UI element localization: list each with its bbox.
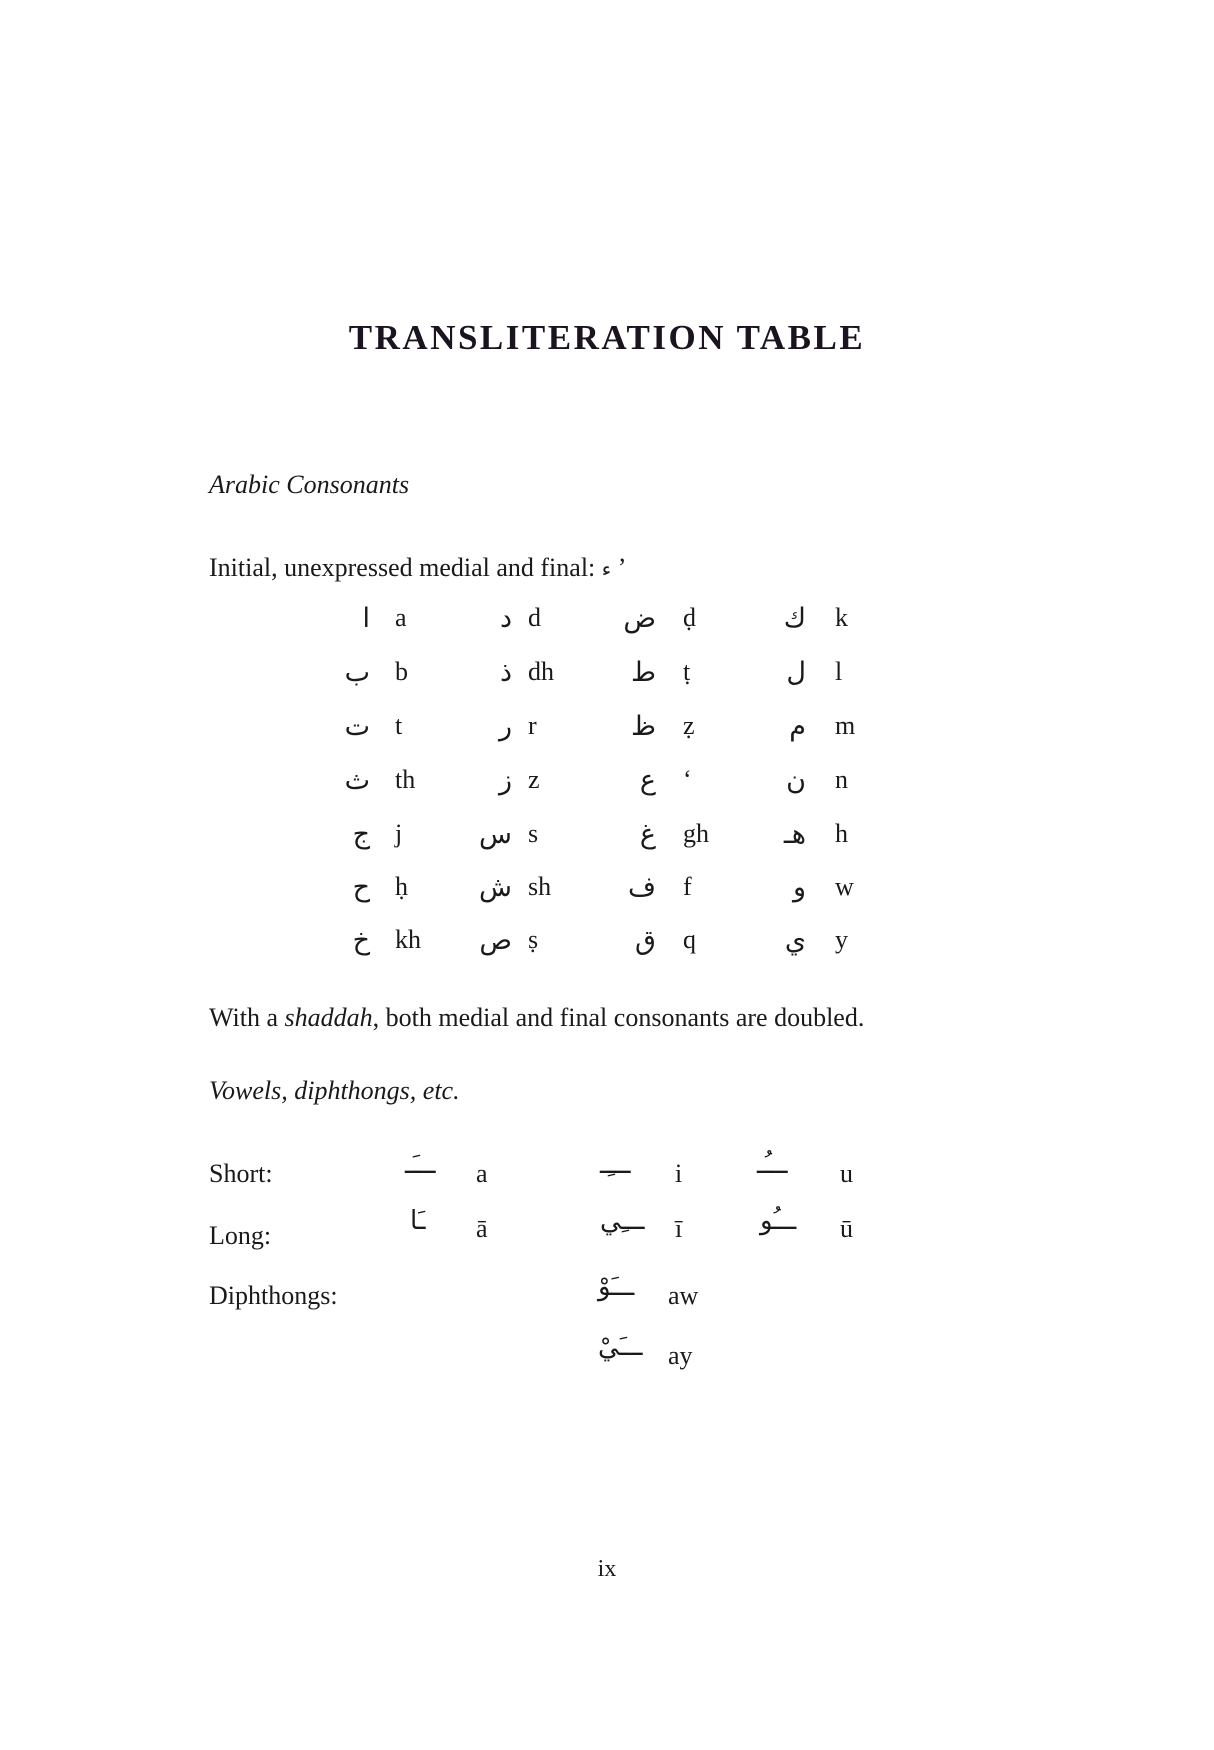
diphthong-ay-latin: ay — [668, 1341, 693, 1370]
arabic-letter: و — [792, 872, 806, 903]
latin-letter: k — [835, 603, 848, 632]
consonants-heading: Arabic Consonants — [209, 470, 410, 499]
latin-letter: z — [528, 765, 540, 794]
latin-letter: r — [528, 711, 537, 740]
arabic-letter: ش — [479, 872, 512, 903]
diphthongs-label: Diphthongs: — [209, 1281, 338, 1310]
consonant-row — [0, 925, 1214, 979]
hamza-note — [209, 553, 626, 583]
consonant-row — [0, 711, 1214, 765]
consonant-row — [0, 603, 1214, 657]
arabic-letter: ث — [344, 765, 370, 796]
latin-letter: ṣ — [528, 925, 539, 954]
arabic-letter: ف — [628, 872, 656, 903]
arabic-letter: ظ — [631, 711, 656, 742]
latin-letter: q — [683, 925, 696, 954]
latin-letter: ṭ — [683, 657, 691, 686]
arabic-letter: ذ — [499, 657, 512, 688]
diphthong-aw-latin: aw — [668, 1281, 699, 1310]
shaddah-note-suffix: , both medial and final consonants are doubled. — [372, 1003, 865, 1032]
arabic-letter: ب — [344, 657, 370, 688]
arabic-letter: ا — [362, 603, 370, 634]
arabic-letter: ت — [344, 711, 370, 742]
latin-letter: gh — [683, 819, 709, 848]
latin-letter: ḍ — [683, 603, 696, 632]
short-a-latin: a — [476, 1159, 488, 1188]
latin-letter: sh — [528, 872, 552, 901]
consonant-row — [0, 765, 1214, 819]
short-a-mark: ـــَـ — [405, 1150, 436, 1180]
short-i-latin: i — [675, 1159, 683, 1188]
arabic-letter: ي — [784, 925, 806, 956]
shaddah-note-prefix: With a — [209, 1003, 285, 1032]
arabic-letter: ك — [783, 603, 806, 634]
arabic-letter: ق — [635, 925, 656, 956]
consonant-row — [0, 872, 1214, 926]
latin-letter: t — [395, 711, 403, 740]
arabic-letter: خ — [352, 925, 370, 956]
long-a-latin: ā — [476, 1214, 488, 1243]
latin-letter: d — [528, 603, 541, 632]
short-label: Short: — [209, 1159, 273, 1188]
arabic-letter: ص — [479, 925, 512, 956]
long-i-latin: ī — [675, 1214, 683, 1243]
arabic-letter: ز — [498, 765, 512, 796]
arabic-letter: ع — [639, 765, 656, 796]
latin-letter: y — [835, 925, 848, 954]
latin-letter: l — [835, 657, 843, 686]
latin-letter: ḥ — [395, 872, 408, 901]
arabic-letter: ل — [786, 657, 806, 688]
latin-letter: a — [395, 603, 407, 632]
arabic-letter: م — [789, 711, 806, 742]
arabic-letter: د — [499, 603, 512, 634]
long-u-mark: ـــُو — [760, 1206, 797, 1236]
latin-letter: dh — [528, 657, 554, 686]
latin-letter: ‘ — [683, 765, 692, 794]
latin-letter: ẓ — [683, 711, 695, 740]
arabic-letter: هـ — [783, 819, 806, 850]
arabic-letter: ج — [352, 819, 370, 850]
shaddah-note — [209, 1003, 864, 1033]
latin-letter: f — [683, 872, 692, 901]
arabic-letter: ر — [498, 711, 512, 742]
short-u-latin: u — [840, 1159, 853, 1188]
page-title: TRANSLITERATION TABLE — [348, 318, 866, 357]
page-number: ix — [597, 1556, 617, 1582]
latin-letter: w — [835, 872, 854, 901]
arabic-letter: ط — [631, 657, 656, 688]
consonant-row — [0, 819, 1214, 873]
arabic-letter: ض — [623, 603, 656, 634]
long-a-mark: ـَا — [410, 1206, 426, 1236]
long-u-latin: ū — [840, 1214, 853, 1243]
long-i-mark: ـــِي — [600, 1206, 645, 1236]
vowels-heading: Vowels, diphthongs, etc. — [209, 1076, 460, 1105]
latin-letter: h — [835, 819, 848, 848]
latin-letter: m — [835, 711, 856, 740]
latin-letter: n — [835, 765, 848, 794]
long-label: Long: — [209, 1221, 272, 1250]
arabic-letter: س — [479, 819, 512, 850]
hamza-latin: ’ — [617, 553, 627, 582]
arabic-letter: غ — [639, 819, 656, 850]
diphthong-aw-mark: ـــَوْ — [598, 1272, 635, 1302]
hamza-note-text: Initial, unexpressed medial and final: — [209, 553, 596, 582]
arabic-letter: ن — [786, 765, 806, 796]
latin-letter: b — [395, 657, 408, 686]
hamza-arabic: ء — [601, 557, 612, 581]
latin-letter: th — [395, 765, 416, 794]
latin-letter: s — [528, 819, 539, 848]
latin-letter: j — [395, 819, 403, 848]
short-i-mark: ـــِـ — [600, 1150, 631, 1180]
shaddah-term: shaddah — [284, 1003, 373, 1032]
consonant-row — [0, 657, 1214, 711]
diphthong-ay-mark: ـــَيْ — [598, 1332, 643, 1362]
latin-letter: kh — [395, 925, 421, 954]
arabic-letter: ح — [352, 872, 370, 903]
short-u-mark: ـــُـ — [757, 1150, 788, 1180]
